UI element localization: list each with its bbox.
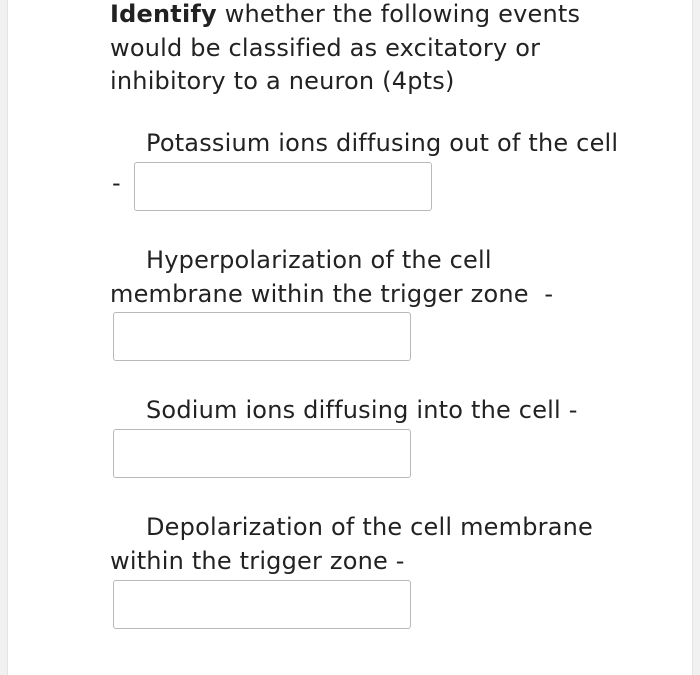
question-1-dash: - xyxy=(112,169,121,197)
question-1-answer-input[interactable] xyxy=(134,162,432,211)
question-4-text-line-1: Depolarization of the cell membrane xyxy=(146,513,593,541)
question-4-text-line-2: within the trigger zone - xyxy=(110,547,405,575)
question-3-answer-input[interactable] xyxy=(113,429,411,478)
instructions xyxy=(110,0,630,99)
question-3-text: Sodium ions diffusing into the cell - xyxy=(146,396,578,424)
question-2-text-line-2: membrane within the trigger zone - xyxy=(110,280,554,308)
question-1-text: Potassium ions diffusing out of the cell xyxy=(146,129,619,157)
right-page-edge xyxy=(692,0,700,675)
instructions-text: whether the following events would be classified as excitatory or inhibitory to a neuron (4pts) xyxy=(110,0,581,95)
question-2-text-line-1: Hyperpolarization of the cell xyxy=(146,246,492,274)
instructions-bold-word: Identify xyxy=(110,0,217,28)
left-page-edge xyxy=(0,0,8,675)
question-2-answer-input[interactable] xyxy=(113,312,411,361)
question-4-answer-input[interactable] xyxy=(113,580,411,629)
